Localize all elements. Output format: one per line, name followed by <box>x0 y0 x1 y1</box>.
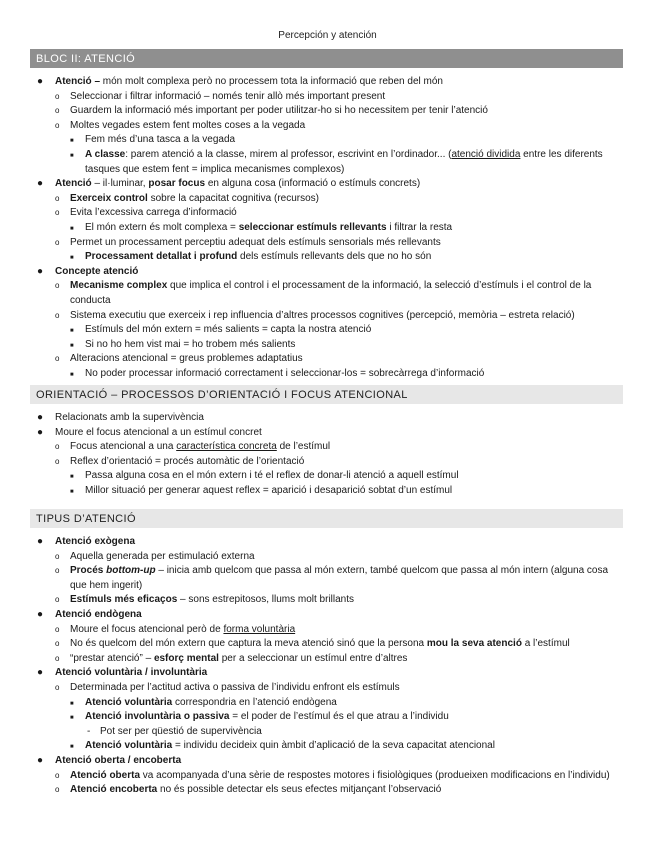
list-item <box>0 564 655 593</box>
item-text: no és possible detectar els seus efectes mitjançant l’observació <box>157 784 442 796</box>
section-tipus <box>0 535 655 798</box>
item-text: Focus atencional a una <box>70 441 177 453</box>
item-text: Aquella generada per estimulació externa <box>70 550 255 562</box>
item-text: Permet un processament perceptiu adequat dels estímuls sensorials més rellevants <box>70 236 441 248</box>
item-text: Sistema executiu que exerceix i rep influencia d’altres processos cognitives (percepció, memòria – estreta relació) <box>70 309 575 321</box>
bullet-icon: o <box>55 120 60 130</box>
item-text: = el poder de l’estímul és el que atrau a l’individu <box>229 711 449 723</box>
bullet-icon: ● <box>37 265 44 277</box>
item-text: : parem atenció a la classe, mirem al professor, escrivint en l’ordinador... ( <box>125 148 452 160</box>
bullet-icon: ● <box>37 754 44 766</box>
bullet-icon: o <box>55 682 60 692</box>
list-item <box>0 323 655 338</box>
bullet-icon: o <box>55 208 60 218</box>
item-text: No és quelcom del món extern que captura la meva atenció sinó que la persona <box>70 638 427 650</box>
item-text: Moltes vegades estem fent moltes coses a la vegada <box>70 119 306 131</box>
item-text: Moure el focus atencional a un estímul concret <box>55 426 262 438</box>
bullet-icon: ■ <box>70 342 74 349</box>
list-orientacio <box>0 411 655 499</box>
bold-text: posar focus <box>148 178 206 190</box>
bold-text: Concepte atenció <box>55 265 139 277</box>
list-item <box>0 739 655 754</box>
bullet-icon: ■ <box>70 225 74 232</box>
list-item <box>0 696 655 711</box>
item-text: “prestar atenció” – <box>70 652 154 664</box>
list-item <box>0 725 655 740</box>
item-text: correspondria en l’atenció endògena <box>172 696 337 708</box>
list-item <box>0 309 655 324</box>
page-header: Percepción y atención <box>278 30 377 41</box>
item-text: entre les diferents tasques que estem fent = implica mecanismes complexos) <box>85 148 603 175</box>
list-item <box>0 206 655 221</box>
item-text: va acompanyada d’una sèrie de respostes motores i fisiològiques (produeixen modificacions en l’individu) <box>140 769 610 781</box>
list-item <box>0 221 655 236</box>
bold-text: Atenció exògena <box>55 536 136 547</box>
bold-text: Atenció oberta <box>70 769 141 781</box>
list-item <box>0 133 655 148</box>
bold-text: mou la seva atenció <box>426 638 522 650</box>
section-orientacio <box>0 411 655 499</box>
bold-text: Atenció involuntària o passiva <box>85 711 230 723</box>
item-text: No poder processar informació correctament i seleccionar-los = sobrecàrrega d’informació <box>85 367 485 379</box>
list-item <box>0 783 655 798</box>
bullet-icon: ● <box>37 76 44 87</box>
bold-text: Procés <box>70 565 107 577</box>
bullet-icon: o <box>55 595 60 605</box>
list-item <box>0 265 655 280</box>
bold-text: esforç mental <box>153 652 219 664</box>
list-item <box>0 279 655 308</box>
item-text: Estímuls del món extern = més salients = capta la nostra atenció <box>85 324 372 336</box>
list-item <box>0 119 655 134</box>
bullet-icon: o <box>55 624 60 634</box>
bullet-icon: o <box>55 456 60 466</box>
bullet-icon: o <box>55 193 60 203</box>
list-item <box>0 623 655 638</box>
list-item <box>0 338 655 353</box>
item-text: – inicia amb quelcom que passa al món extern, també quelcom que passa al món intern (alguna cosa que hem ingerit) <box>70 565 609 591</box>
list-item <box>0 681 655 696</box>
item-text: a l’estímul <box>521 638 570 650</box>
item-text: Guardem la informació més important per poder utilitzar-ho si ho necessitem per tenir l’atenció <box>70 105 488 117</box>
item-text: Millor situació per generar aquest reflex = aparició i desaparició sobtat d’un estímul <box>85 484 453 496</box>
bullet-icon: ■ <box>70 138 74 145</box>
item-text: Fem més d’una tasca a la vegada <box>85 134 236 146</box>
bullet-icon: o <box>55 785 60 795</box>
bullet-icon: ■ <box>70 328 74 335</box>
list-item <box>0 550 655 565</box>
bold-text: Atenció oberta / encoberta <box>55 754 182 766</box>
list-item <box>0 90 655 105</box>
list-item <box>0 440 655 455</box>
item-text: Pot ser per qüestió de supervivència <box>100 725 262 737</box>
bold-text: Processament detallat i profund <box>85 251 238 263</box>
bullet-icon: ● <box>37 426 44 438</box>
bullet-icon: ● <box>37 412 44 423</box>
list-item <box>0 535 655 550</box>
section-title-bloc: BLOC II: ATENCIÓ <box>30 49 623 68</box>
bold-text: Atenció voluntària / involuntària <box>55 667 208 679</box>
list-item <box>0 769 655 784</box>
list-item <box>0 652 655 667</box>
list-item <box>0 608 655 623</box>
bullet-icon: o <box>55 310 60 320</box>
bold-text: Atenció – <box>55 76 101 87</box>
list-item <box>0 426 655 441</box>
bold-text: Atenció <box>55 178 92 190</box>
list-item <box>0 192 655 207</box>
bold-text: A classe <box>85 148 126 160</box>
item-text: i filtrar la resta <box>386 221 453 233</box>
item-text: Determinada per l’actitud activa o passiva de l’individu enfront els estímuls <box>70 681 400 693</box>
bullet-icon: ■ <box>70 371 74 378</box>
item-text: – sons estrepitosos, llums molt brillants <box>177 594 355 606</box>
list-item <box>0 352 655 367</box>
bullet-icon: o <box>55 770 60 780</box>
bullet-icon: ■ <box>70 488 74 495</box>
item-text: Relacionats amb la supervivència <box>55 412 204 423</box>
list-item <box>0 104 655 119</box>
bold-text: Mecanisme complex <box>70 280 168 292</box>
bold-text: Atenció voluntària <box>85 696 173 708</box>
bullet-icon: o <box>55 106 60 116</box>
list-item <box>0 455 655 470</box>
bold-text: Estímuls més eficaços <box>70 594 178 606</box>
bullet-icon: ■ <box>70 474 74 481</box>
item-text: El món extern és molt complexa = <box>85 221 239 233</box>
bold-text: Atenció encoberta <box>70 784 158 796</box>
bullet-icon: ● <box>37 178 44 190</box>
bullet-icon: o <box>55 551 60 561</box>
list-item <box>0 484 655 499</box>
underlined-text: atenció dividida <box>451 148 521 160</box>
item-text: dels estímuls rellevants dels que no ho són <box>237 251 432 263</box>
bullet-icon: ● <box>37 608 44 620</box>
item-text: de l’estímul <box>276 441 331 453</box>
item-text: que implica el control i el processament de la informació, la selecció d’estímuls i el control de la conducta <box>70 280 592 306</box>
list-item <box>0 250 655 265</box>
bullet-icon: ■ <box>70 152 74 159</box>
item-text: Seleccionar i filtrar informació – només tenir allò més important present <box>70 90 386 102</box>
item-text: en alguna cosa (informació o estímuls concrets) <box>205 178 421 190</box>
list-item <box>0 236 655 251</box>
item-text: Si no ho hem vist mai = ho trobem més salients <box>85 338 296 350</box>
bullet-icon: o <box>55 91 60 101</box>
list-item <box>0 411 655 426</box>
item-text: per a seleccionar un estímul entre d’altres <box>218 652 408 664</box>
bullet-icon: - <box>87 725 91 737</box>
bold-italic-text: bottom-up <box>106 565 156 577</box>
bullet-icon: o <box>55 442 60 452</box>
bullet-icon: ■ <box>70 700 74 707</box>
section-title-orientacio: ORIENTACIÓ – PROCESSOS D’ORIENTACIÓ I FOCUS ATENCIONAL <box>30 385 623 404</box>
list-tipus <box>0 535 655 798</box>
bullet-icon: ● <box>37 667 44 679</box>
section-title-tipus: TIPUS D’ATENCIÓ <box>30 509 623 528</box>
list-item <box>0 75 655 90</box>
bullet-icon: ● <box>37 536 44 547</box>
item-text: Passa alguna cosa en el món extern i té el reflex de donar-li atenció a aquell estímul <box>85 470 459 482</box>
item-text: – il·luminar, <box>91 178 149 190</box>
bullet-icon: ■ <box>70 715 74 722</box>
bullet-icon: o <box>55 354 60 364</box>
item-text: Reflex d’orientació = procés automàtic de l’orientació <box>70 455 305 467</box>
list-item <box>0 367 655 382</box>
item-text: = individu decideix quin àmbit d’aplicació de la seva capacitat atencional <box>172 740 495 752</box>
bold-text: Exerceix control <box>70 192 148 204</box>
section-bloc <box>0 75 655 381</box>
item-text: món molt complexa però no processem tota la informació que reben del món <box>100 76 443 87</box>
item-text: sobre la capacitat cognitiva (recursos) <box>147 192 319 204</box>
bold-text: seleccionar estímuls rellevants <box>238 221 387 233</box>
bold-text: Atenció endògena <box>55 608 142 620</box>
underlined-text: característica concreta <box>176 441 277 453</box>
list-bloc <box>0 75 655 381</box>
bold-text: Atenció voluntària <box>85 740 173 752</box>
bullet-icon: o <box>55 566 60 576</box>
list-item <box>0 754 655 769</box>
list-item <box>0 177 655 192</box>
list-item <box>0 666 655 681</box>
bullet-icon: o <box>55 653 60 663</box>
underlined-text: forma voluntària <box>223 623 296 635</box>
list-item <box>0 637 655 652</box>
list-item <box>0 710 655 725</box>
list-item <box>0 593 655 608</box>
list-item <box>0 469 655 484</box>
item-text: Evita l’excessiva carrega d’informació <box>70 207 237 219</box>
bullet-icon: ■ <box>70 255 74 262</box>
bullet-icon: o <box>55 281 60 291</box>
list-item <box>0 148 655 177</box>
bullet-icon: o <box>55 639 60 649</box>
bullet-icon: o <box>55 237 60 247</box>
bullet-icon: ■ <box>70 744 74 751</box>
item-text: Moure el focus atencional però de <box>70 623 224 635</box>
item-text: Alteracions atencional = greus problemes adaptatius <box>70 353 303 365</box>
